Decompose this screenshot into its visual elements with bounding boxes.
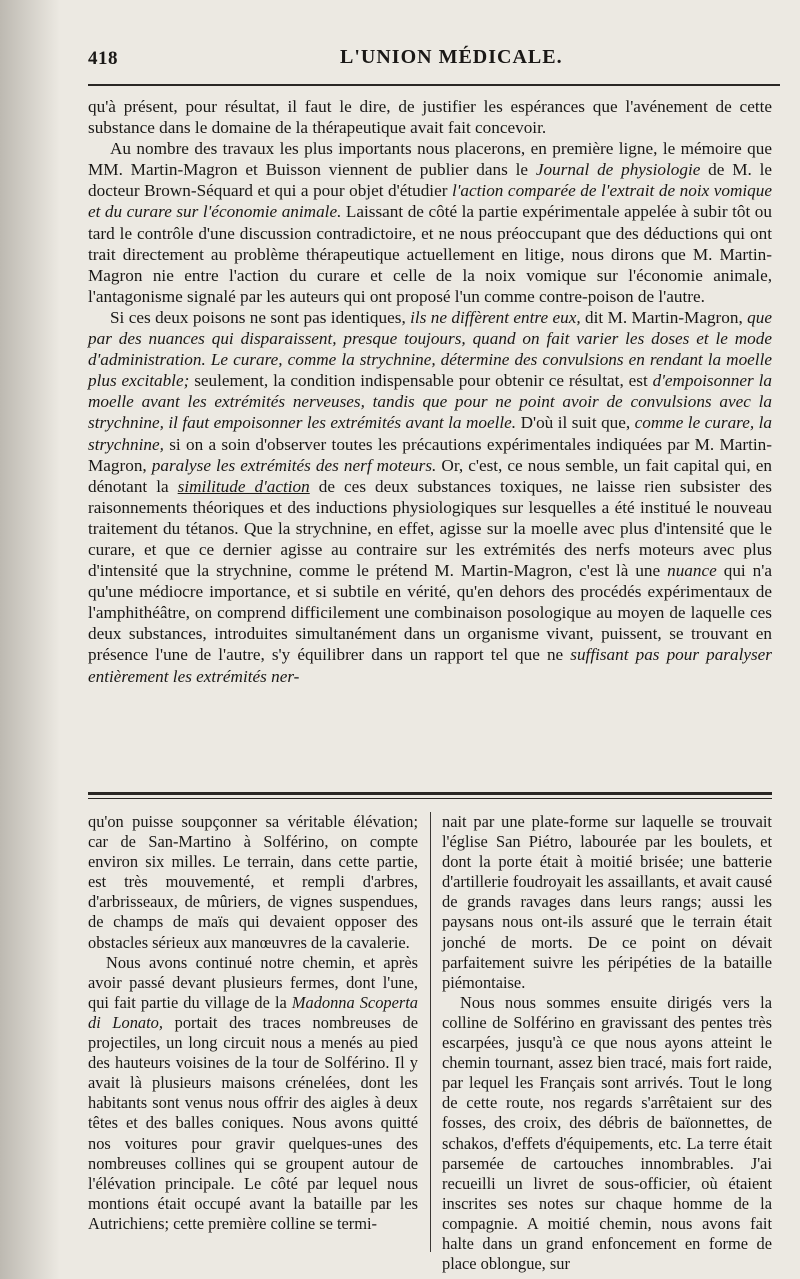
journal-title: Journal de physiologie xyxy=(535,160,701,180)
paragraph-3-italic-7: nuance xyxy=(667,561,717,581)
header-rule xyxy=(88,84,780,86)
paragraph-3-text-c: seulement, la condition indispensable pour obtenir ce résultat, est xyxy=(189,371,653,391)
study-title: l'action comparée de l'extrait de noix vomique et du curare sur l'économie animale. xyxy=(88,181,772,222)
left-paragraph-2-text-b: portait des traces nombreuses de projectiles, un long circuit nous a menés au pied des hauteurs voisines de la tour de Solférino. Il y avait là plusieurs maisons crénelées, dont les habitants sont venus nous offrir des aigles à deux têtes et des balles coniques. Nous avons quitté nos voitures pour gravir quelques-unes des nombreuses collines qui se groupent autour de l'élévation principale. Le côté par lequel nous montions était occupé avant la bataille par les Autrichiens; cette première colline se termi- xyxy=(88,1012,418,1233)
paragraph-2 xyxy=(88,138,772,307)
page-header xyxy=(88,46,780,76)
column-divider xyxy=(430,812,431,1252)
right-paragraph-1: nait par une plate-forme sur laquelle se trouvait l'église San Piétro, labourée par les boulets, et dont la porte était à moitié brisée; une batterie d'artillerie foudroyait les assaillants, et avait causé de grands ravages dans leurs rangs; aussi les paysans nous ont-ils assuré que le terrain était jonché de morts. De ce point on dévait parfaitement suivre les péripéties de la bataille piémontaise. xyxy=(442,812,772,992)
left-paragraph-1: qu'on puisse soupçonner sa véritable élévation; car de San-Martino à Solférino, on compte environ six milles. Le terrain, dans cette partie, est très mouvementé, et rempli d'arbres, d'arbrisseaux, de mûriers, de vignes suspendues, de champs de maïs qui devaient opposer des obstacles sérieux aux manœuvres de la cavalerie. xyxy=(88,812,418,952)
section-divider xyxy=(88,792,772,795)
feuilleton-right-column xyxy=(442,812,772,1274)
paragraph-3-text-d: D'où il suit que, xyxy=(516,413,635,433)
paragraph-3-italic-6: similitude d'action xyxy=(177,476,310,496)
feuilleton-left-column xyxy=(88,812,418,1234)
paragraph-3-text-f: Or, c'est, ce nous semble, un fait capital qui, en dénotant la xyxy=(88,455,772,496)
paragraph-3-italic-2: que par des nuances qui disparaissent, presque toujours, quand on fait varier les doses et le mode d'administration. Le curare, comme la strychnine, détermine des convulsions en rendant la moelle plus excitable; xyxy=(88,307,772,391)
paragraph-3-italic-3: d'empoisonner la moelle avant les extrémités nerveuses, tandis que pour ne point avoir de convulsions avec la strychnine, il faut empoisonner les extrémités avant la moelle. xyxy=(88,371,772,433)
paragraph-3 xyxy=(88,307,772,687)
paragraph-3-italic-4: comme le curare, la strychnine, xyxy=(88,413,772,454)
page-number: 418 xyxy=(88,48,118,69)
paragraph-3-italic-8: suffisant pas pour paralyser entièrement les extrémités ner- xyxy=(88,645,772,686)
main-article-text xyxy=(88,96,772,687)
left-paragraph-2-text-a: Nous avons continué notre chemin, et après avoir passé devant plusieurs fermes, dont l'une, qui fait partie du village de la xyxy=(88,952,418,1012)
paragraph-3-text-h: qui n'a qu'une médiocre importance, et si subtile en vérité, qu'en dehors des procédés expérimentaux de l'amphithéâtre, on comprend difficilement une combinaison posologique au moyen de laquelle ces deux substances, introduites simultanément dans un organisme vivant, puissent, se trouvant en présence l'une de l'autre, s'y équilibrer dans un rapport tel que ne xyxy=(88,561,772,665)
section-divider-thin xyxy=(88,798,772,799)
paragraph-1 xyxy=(88,96,772,138)
paragraph-3-text-a: Si ces deux poisons ne sont pas identiques, xyxy=(110,307,411,327)
paragraph-2-text-a: Au nombre des travaux les plus importants nous placerons, en première ligne, le mémoire que MM. Martin-Magron et Buisson viennent de publier dans le xyxy=(88,139,772,180)
paragraph-3-italic-1: ils ne diffèrent entre eux, xyxy=(410,307,581,327)
paragraph-3-text-b: dit M. Martin-Magron, xyxy=(580,307,748,327)
place-name: Madonna Scoperta di Lonato, xyxy=(88,992,418,1032)
paragraph-2-text-c: Laissant de côté la partie expérimentale appelée à subir tôt ou tard le contrôle d'une discussion contradictoire, et ne nous préoccupant que des déductions qui ont trait directement au problème thérapeutique actuellement en litige, nous dirons que M. Martin-Magron nie entre l'action du curare et celle de la noix vomique sur l'économie animale, l'antagonisme signalé par les auteurs qui ont proposé l'un comme contre-poison de l'autre. xyxy=(88,202,772,306)
paragraph-3-text-g: de ces deux substances toxiques, ne laisse rien subsister des raisonnements théoriques et des inductions physiologiques sur lesquelles a été institué le nouveau traitement du tétanos. Que la strychnine, en effet, agisse sur la moelle avec plus d'intensité que le curare, et que ce dernier agisse au contraire sur les extrémités des nerfs moteurs avec plus d'intensité que la strychnine, comme le prétend M. Martin-Magron, c'est là une xyxy=(88,476,772,581)
right-paragraph-2: Nous nous sommes ensuite dirigés vers la colline de Solférino en gravissant des pentes très escarpées, jusqu'à ce que nous ayons atteint le chemin tournant, assez bien tracé, mais fort raide, par lequel les Français sont arrivés. Tout le long de cette route, nos regards s'arrêtaient sur des fosses, des croix, des débris de baïonnettes, de schakos, d'effets d'équipements, etc. La terre était parsemée de cartouches innombrables. J'ai recueilli un livret de sous-officier, où étaient inscrites ses notes sur chaque homme de la compagnie. A moitié chemin, nous avons fait halte dans un grand enfoncement en forme de place oblongue, sur xyxy=(442,992,772,1274)
paragraph-2-text-b: de M. le docteur Brown-Séquard et qui a pour objet d'étudier xyxy=(88,160,772,201)
paragraph-3-italic-5: paralyse les extrémités des nerf moteurs. xyxy=(151,455,437,475)
running-title: L'UNION MÉDICALE. xyxy=(340,46,563,68)
left-paragraph-2 xyxy=(88,953,418,1234)
paragraph-3-text-e: si on a soin d'observer toutes les précautions expérimentales indiquées par M. Martin-Magron, xyxy=(88,434,772,475)
paragraph-1-text: qu'à présent, pour résultat, il faut le dire, de justifier les espérances que l'avénement de cette substance dans le domaine de la thérapeutique avait fait concevoir. xyxy=(88,97,772,138)
